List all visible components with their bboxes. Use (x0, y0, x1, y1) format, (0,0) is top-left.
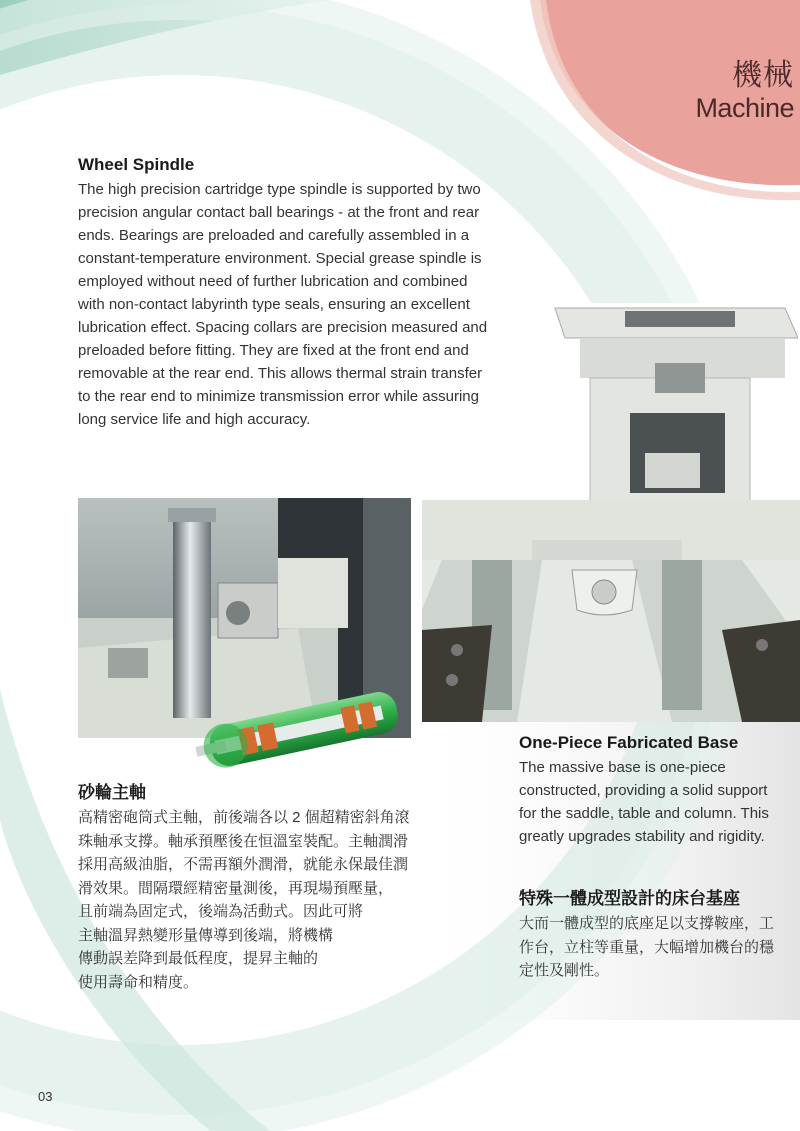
wheel-spindle-body-zh: 高精密砲筒式主軸，前後端各以 2 個超精密斜角滾 珠軸承支撐。軸承預壓後在恒溫室裝配。主軸潤滑 採用高級油脂，不需再額外潤滑，就能永保最佳潤 滑效果。間隔環經精密量測後，再現場預壓量， 且前端為固定式，後端為活動式。因此可將 主軸溫昇熱變形量傳導到後端，將機構 傳動誤差降到最低程度，提昇主軸的 使用壽命和精度。 (78, 809, 410, 991)
fabricated-base-photo-top (545, 303, 798, 508)
fabricated-base-section-zh (519, 884, 781, 983)
fabricated-base-body-zh: 大而一體成型的底座足以支撐鞍座，工 作台，立柱等重量，大幅增加機台的穩 定性及剛性。 (519, 915, 775, 979)
fabricated-base-body: The massive base is one-piece constructed, providing a solid support for the saddle, table and column. This greatly upgrades stability and rigidity. (519, 759, 769, 845)
page-title (695, 60, 794, 124)
spindle-cutaway-illustration (185, 680, 410, 780)
wheel-spindle-heading: Wheel Spindle (78, 155, 195, 174)
page-number: 03 (38, 1089, 53, 1104)
fabricated-base-heading-zh: 特殊一體成型設計的床台基座 (519, 889, 740, 908)
wheel-spindle-section-zh (78, 778, 418, 994)
wheel-spindle-section-en (78, 155, 488, 431)
fabricated-base-photo (422, 500, 800, 722)
wheel-spindle-heading-zh: 砂輪主軸 (78, 783, 146, 802)
fabricated-base-heading: One-Piece Fabricated Base (519, 733, 739, 752)
page-title-zh: 機械 (732, 59, 794, 92)
fabricated-base-section-en (519, 733, 779, 848)
wheel-spindle-body: The high precision cartridge type spindle is supported by two precision angular contact ball bearings - at the front and rear ends. Bearings are preloaded and carefully assembled in a constant-temperature environment. Special grease spindle is employed without need of further lubrication and combined with non-contact labyrinth type seals, ensuring an excellent lubrication effect. Spacing collars are precision measured and preloaded before fitting. They are fixed at the front end and removable at the rear end. This allows thermal strain transfer to the rear end to minimize transmission error while assuring long service life and high accuracy. (78, 181, 488, 428)
page-title-en: Machine (695, 93, 794, 123)
